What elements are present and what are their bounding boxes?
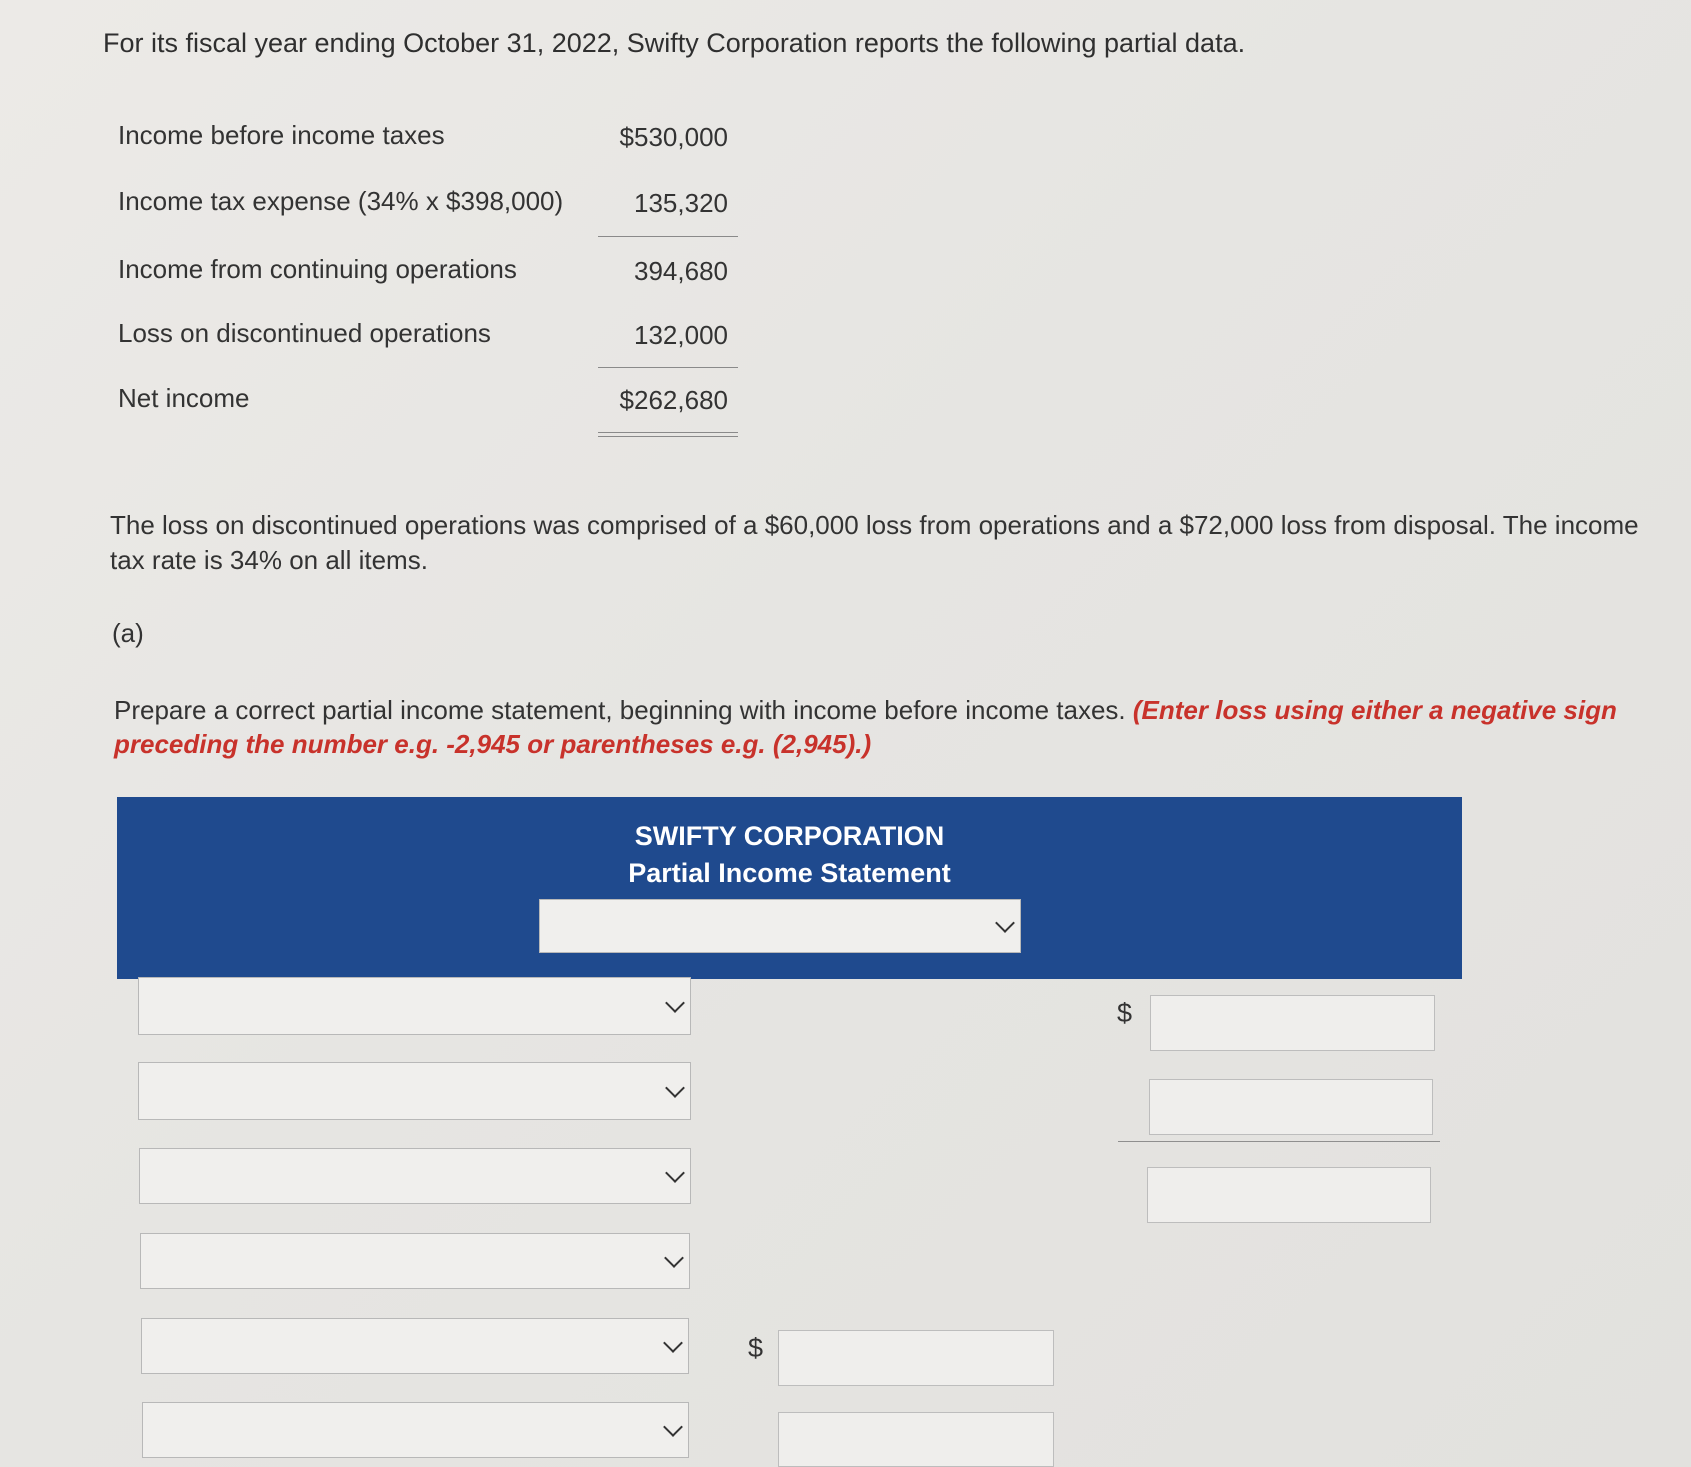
chevron-down-icon — [664, 1248, 684, 1268]
period-select[interactable] — [539, 899, 1021, 953]
amount-input-2[interactable] — [1149, 1079, 1433, 1135]
instruction-note: (Enter loss using either a negative sign preceding the number e.g. -2,945 or parentheses e.g. (2,945).) — [114, 695, 1617, 759]
statement-header — [117, 797, 1462, 979]
amount-input-3[interactable] — [1147, 1167, 1431, 1223]
chevron-down-icon — [665, 1163, 685, 1183]
amount-input-4[interactable] — [778, 1330, 1054, 1386]
line-item-select-5[interactable] — [141, 1318, 689, 1374]
data-row-income-before-taxes — [0, 120, 760, 170]
data-row-loss-discontinued — [0, 318, 760, 368]
data-label: Income tax expense (34% x $398,000) — [118, 186, 564, 216]
line-item-select-4[interactable] — [140, 1233, 690, 1289]
data-value: $530,000 — [619, 122, 728, 152]
data-label: Income from continuing operations — [118, 254, 517, 284]
description-paragraph: The loss on discontinued operations was comprised of a $60,000 loss from operations and a $72,000 loss from disposal. The income tax rate is 34% on all items. — [110, 510, 1639, 575]
data-value: 135,320 — [634, 188, 728, 218]
subtotal-rule — [598, 367, 738, 368]
instruction-main: Prepare a correct partial income statement, beginning with income before income taxes. — [114, 695, 1126, 725]
intro-text: For its fiscal year ending October 31, 2022, Swifty Corporation reports the following partial data. — [103, 28, 1246, 58]
dollar-sign: $ — [748, 1333, 764, 1363]
chevron-down-icon — [665, 993, 685, 1013]
line-item-select-1[interactable] — [138, 977, 691, 1035]
part-label: (a) — [112, 618, 144, 648]
data-value: $262,680 — [619, 385, 728, 415]
instruction-text — [114, 693, 1674, 761]
data-row-income-continuing — [0, 254, 760, 304]
data-label: Net income — [118, 383, 250, 413]
line-item-select-6[interactable] — [142, 1402, 689, 1458]
total-double-rule — [598, 432, 738, 437]
data-label: Income before income taxes — [118, 120, 445, 150]
amount-input-1[interactable] — [1150, 995, 1435, 1051]
line-item-select-2[interactable] — [138, 1062, 691, 1120]
amount-input-5[interactable] — [778, 1412, 1054, 1467]
subtotal-rule — [598, 236, 738, 237]
chevron-down-icon — [663, 1333, 683, 1353]
dollar-sign: $ — [1117, 998, 1133, 1028]
data-value: 132,000 — [634, 320, 728, 350]
data-row-net-income — [0, 383, 760, 433]
statement-title: Partial Income Statement — [628, 858, 951, 888]
chevron-down-icon — [663, 1417, 683, 1437]
company-name: SWIFTY CORPORATION — [634, 821, 945, 851]
data-label: Loss on discontinued operations — [118, 318, 491, 348]
data-value: 394,680 — [634, 256, 728, 286]
line-item-select-3[interactable] — [139, 1148, 691, 1204]
chevron-down-icon — [995, 913, 1015, 933]
subtotal-rule — [1118, 1141, 1440, 1142]
data-row-income-tax-expense — [0, 186, 760, 236]
chevron-down-icon — [665, 1078, 685, 1098]
